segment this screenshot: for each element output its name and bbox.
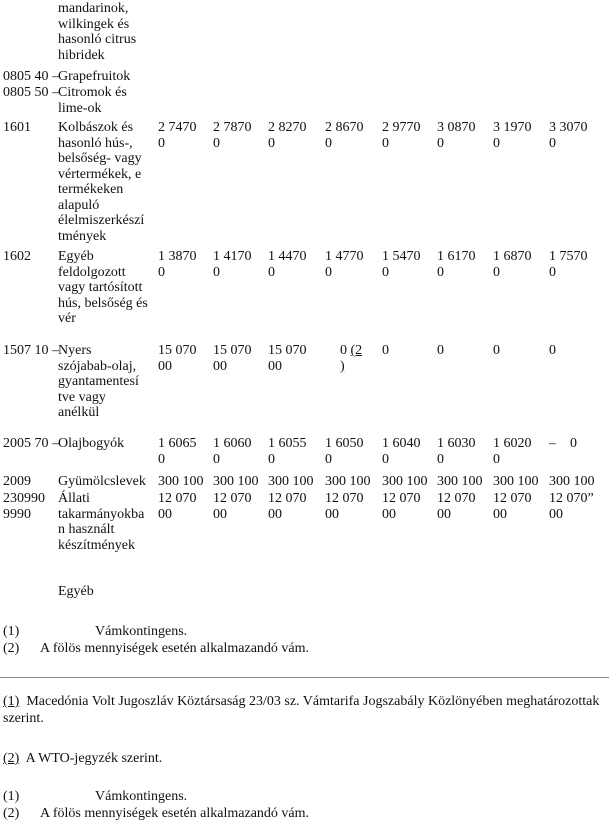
- footnote-2-text: A WTO-jegyzék szerint.: [25, 751, 163, 766]
- row-description: Egyéb feldolgozott vagy tartósított hús, belsőség és vér: [58, 249, 148, 326]
- row-value-1: 2 7470 0: [158, 120, 197, 151]
- row-value-6: 1 6170 0: [437, 249, 476, 280]
- row-value-5: 12 070 00: [382, 491, 421, 522]
- row-value-2: 1 6060 0: [213, 436, 252, 467]
- note-1-text: Vámkontingens.: [95, 624, 188, 639]
- bottom-note-1-number: (1): [3, 789, 20, 804]
- row-value-8: 0: [549, 343, 556, 358]
- row-code: 1601: [3, 120, 31, 135]
- row-value-8: 300 100: [549, 474, 595, 489]
- footnote-1-ref[interactable]: (1): [3, 694, 20, 709]
- row-description: Állati takarmányokba n használt készítmények Egyéb: [58, 491, 145, 599]
- row-value-3: 1 6055 0: [268, 436, 307, 467]
- note-1-number: (1): [3, 624, 20, 639]
- row-code: 1507 10 –: [3, 343, 59, 358]
- row-code: 1602: [3, 249, 31, 264]
- row-code: 2009: [3, 474, 31, 489]
- row-code: 230990 9990: [3, 491, 45, 522]
- row-value-3: 300 100: [268, 474, 314, 489]
- bottom-note-2-number: (2): [3, 806, 20, 821]
- row-value-6: 0: [437, 343, 444, 358]
- row-value-6: 3 0870 0: [437, 120, 476, 151]
- footnote-1-text: Macedónia Volt Jugoszláv Köztársaság 23/03 sz. Vámtarifa Jogszabály Közlönyében meghatározottak szerint.: [3, 694, 600, 726]
- row-code: 2005 70 –: [3, 436, 59, 451]
- row-value-3: 12 070 00: [268, 491, 307, 522]
- note-2-text: A fölös mennyiségek esetén alkalmazandó vám.: [40, 641, 310, 656]
- row-value-3: 1 4470 0: [268, 249, 307, 280]
- row-value-2: 300 100: [213, 474, 259, 489]
- row-value-8: 12 070” 00: [549, 491, 594, 522]
- row-value-1: 300 100: [158, 474, 204, 489]
- row-value-1: 1 3870 0: [158, 249, 197, 280]
- row-value-4: 1 4770 0: [325, 249, 364, 280]
- row-value-6: 1 6030 0: [437, 436, 476, 467]
- footnote-2: [3, 750, 601, 767]
- row-value-4: 0 (2 ): [340, 343, 363, 374]
- row-value-2: 15 070 00: [213, 343, 252, 374]
- row-code: 0805 40 –: [3, 69, 59, 84]
- footnote-2-ref[interactable]: (2): [3, 751, 20, 766]
- row-value-6: 300 100: [437, 474, 483, 489]
- footnote-separator: [0, 677, 609, 678]
- row-value-1: 1 6065 0: [158, 436, 197, 467]
- row-description: Olajbogyók: [58, 436, 125, 451]
- row-value-1: 15 070 00: [158, 343, 197, 374]
- row-value-8: 3 3070 0: [549, 120, 588, 151]
- row-value-5: 2 9770 0: [382, 120, 421, 151]
- row-value-3: 15 070 00: [268, 343, 307, 374]
- row-value-5: 1 6040 0: [382, 436, 421, 467]
- row-value-8: 1 7570 0: [549, 249, 588, 280]
- bottom-note-1-text: Vámkontingens.: [95, 789, 188, 804]
- row-description: Citromok és lime-ok: [58, 85, 127, 116]
- note-2-number: (2): [3, 641, 20, 656]
- row-value-2: 1 4170 0: [213, 249, 252, 280]
- row-value-4: 12 070 00: [325, 491, 364, 522]
- row-value-2: 2 7870 0: [213, 120, 252, 151]
- row-value-7: 300 100: [493, 474, 539, 489]
- row-value-7: 1 6870 0: [493, 249, 532, 280]
- row-description: Nyers szójabab-olaj, gyantamentesí tve vagy anélkül: [58, 343, 139, 420]
- row-value-3: 2 8270 0: [268, 120, 307, 151]
- row-value-5: 0: [382, 343, 389, 358]
- row-value-8: – 0: [549, 436, 577, 451]
- row-code: 0805 50 –: [3, 85, 59, 100]
- footnote-1: [3, 693, 601, 727]
- row-description: mandarinok, wilkingek és hasonló citrus hibridek: [58, 1, 137, 63]
- row-description: Kolbászok és hasonló hús-, belsőség- vagy vértermékek, e termékeken alapuló élelmiszerkészí tmények: [58, 120, 145, 244]
- row-description: Grapefruitok: [58, 69, 131, 84]
- footnote-ref-link[interactable]: (2 ): [340, 343, 363, 374]
- row-value-4: 300 100: [325, 474, 371, 489]
- row-value-4: 1 6050 0: [325, 436, 364, 467]
- row-description: Gyümölcslevek: [58, 474, 146, 489]
- row-value-7: 12 070 00: [493, 491, 532, 522]
- row-value-5: 1 5470 0: [382, 249, 421, 280]
- row-value-4: 2 8670 0: [325, 120, 364, 151]
- row-value-7: 0: [493, 343, 500, 358]
- row-value-2: 12 070 00: [213, 491, 252, 522]
- row-value-6: 12 070 00: [437, 491, 476, 522]
- row-value-7: 1 6020 0: [493, 436, 532, 467]
- bottom-note-2-text: A fölös mennyiségek esetén alkalmazandó vám.: [40, 806, 310, 821]
- row-value-1: 12 070 00: [158, 491, 197, 522]
- row-value-5: 300 100: [382, 474, 428, 489]
- row-value-7: 3 1970 0: [493, 120, 532, 151]
